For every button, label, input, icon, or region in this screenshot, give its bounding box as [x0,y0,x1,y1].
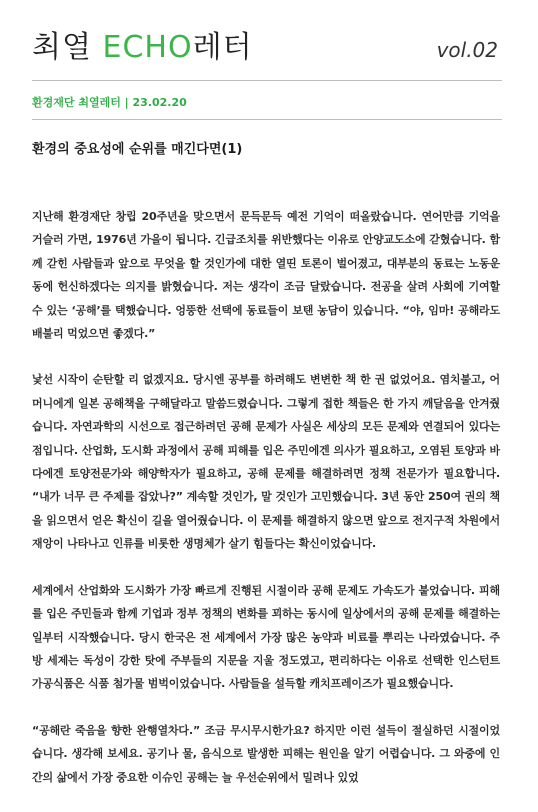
header-divider [32,80,502,81]
byline-divider [32,119,502,120]
paragraph: 세계에서 산업화와 도시화가 가장 빠르게 진행된 시절이라 공해 문제도 가속도가 붙었습니다. 피해를 입은 주민들과 함께 기업과 정부 정책의 변화를 꾀하는 동시에 일상에서의 공해 문제를 해결하는 일부터 시작했습니다. 당시 한국은 전 세계에서 가장 많은 농약과 비료를 뿌리는 나라였습니다. 주방 세제는 독성이 강한 탓에 주부들의 지문을 지울 정도였고, 편리하다는 이유로 선택한 인스턴트 가공식품은 식품 첨가물 범벅이었습니다. 사람들을 설득할 캐치프레이즈가 필요했습니다. [32,583,500,691]
paragraph: 지난해 환경재단 창립 20주년을 맞으면서 문득문득 예전 기억이 떠올랐습니다. 연어만큼 기억을 거슬러 가면, 1976년 가을이 됩니다. 긴급조치를 위반했다는 이유로 안양교도소에 갇혔습니다. 함께 갇힌 사람들과 앞으로 무엇을 할 것인가에 대한 열띤 토론이 벌어졌고, 대부분의 동료는 노동운동에 헌신하겠다는 의지를 밝혔습니다. 저는 생각이 조금 달랐습니다. 전공을 살려 사회에 기여할 수 있는 ‘공해’를 택했습니다. 엉뚱한 선택에 동료들이 보탠 농담이 있습니다. “야, 임마! 공해라도 배불리 먹었으면 좋겠다.” [32,210,500,341]
logo-suffix: 레터 [192,30,253,65]
byline: 환경재단 최열레터 | 23.02.20 [32,96,187,109]
paragraph: 낯선 시작이 순탄할 리 없겠지요. 당시엔 공부를 하려해도 변변한 책 한 권 없었어요. 염치불고, 어머니에게 일본 공해책을 구해달라고 말씀드렸습니다. 그렇게 접한 책들은 한 가지 깨달음을 안겨줬습니다. 자연과학의 시선으로 접근하려던 공해 문제가 사실은 세상의 모든 문제와 연결되어 있다는 점입니다. 산업화, 도시화 과정에서 공해 피해를 입은 주민에겐 의사가 필요하고, 오염된 토양과 바다에겐 토양전문가와 해양학자가 필요하고, 공해 문제를 해결하려면 정책 전문가가 필요합니다. “내가 너무 큰 주제를 잡았나?” 계속할 것인가, 말 것인가 고민했습니다. 3년 동안 250여 권의 책을 읽으면서 얻은 확신이 길을 열어줬습니다. 이 문제를 해결하지 않으면 앞으로 전지구적 차원에서 재앙이 나타나고 인류를 비롯한 생명체가 살기 힘들다는 확신이었습니다. [32,373,500,551]
article-body [32,205,500,812]
volume-number: vol.02 [436,38,498,62]
logo-prefix: 최열 [32,30,92,65]
masthead [0,0,538,84]
paragraph: “공해란 죽음을 향한 완행열차다.” 조금 무시무시한가요? 하지만 이런 설득이 절실하던 시절이었습니다. 생각해 보세요. 공기나 물, 음식으로 발생한 피해는 원인을 알기 어렵습니다. 그 와중에 인간의 삶에서 가장 중요한 이슈인 공해는 늘 우선순위에서 밀려나 있었 [32,723,500,784]
logo-brand: ECHO [102,30,193,65]
article-title: 환경의 중요성에 순위를 매긴다면(1) [32,142,243,157]
newsletter-logo [32,22,253,66]
